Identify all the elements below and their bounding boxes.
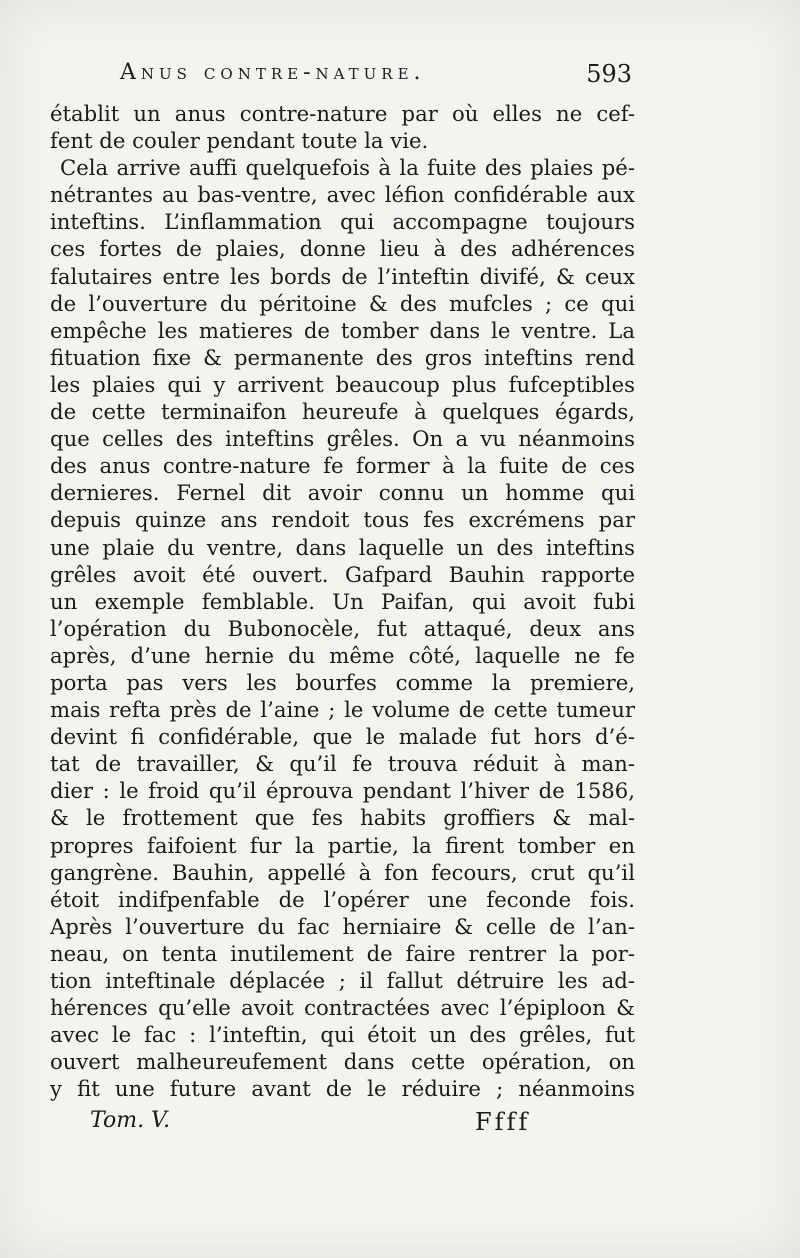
volume-mark: Tom. V. [90, 1108, 171, 1133]
page-header [112, 60, 632, 96]
text-line: empêche les matieres de tomber dans le ventre. La [50, 317, 635, 343]
text-line: nétrantes au bas-ventre, avec léfion confidérable aux [50, 182, 635, 208]
text-line: les plaies qui y arrivent beaucoup plus fufceptibles [50, 371, 635, 397]
text-line: de l’ouverture du péritoine & des mufcles ; ce qui [50, 290, 635, 316]
text-line: dier : le froid qu’il éprouva pendant l’hiver de 1586, [50, 778, 635, 804]
text-line: après, d’une hernie du même côté, laquelle ne fe [50, 642, 635, 668]
text-line: fent de couler pendant toute la vie. [50, 128, 429, 154]
text-line: mais refta près de l’aine ; le volume de cette tumeur [50, 697, 635, 723]
text-line: un exemple femblable. Un Paifan, qui avoit fubi [50, 588, 635, 614]
text-line: gangrène. Bauhin, appellé à fon fecours, crut qu’il [50, 859, 635, 885]
text-line: depuis quinze ans rendoit tous fes excrémens par [50, 507, 635, 533]
body-text [50, 100, 635, 1102]
text-line: que celles des inteftins grêles. On a vu néanmoins [50, 426, 635, 452]
text-line: & le frottement que fes habits groffiers & mal- [50, 805, 635, 831]
text-line: l’opération du Bubonocèle, fut attaqué, deux ans [50, 615, 635, 641]
text-line: neau, on tenta inutilement de faire rentrer la por- [50, 940, 635, 966]
page-footer [90, 1108, 570, 1140]
text-line: Cela arrive auffi quelquefois à la fuite des plaies pé- [60, 155, 635, 181]
text-line: étoit indifpenfable de l’opérer une feconde fois. [50, 886, 635, 912]
text-line: devint fi confidérable, que le malade fut hors d’é- [50, 724, 635, 750]
running-title: Anus contre-nature. [120, 60, 426, 85]
signature-mark: Ffff [475, 1108, 531, 1136]
text-line: hérences qu’elle avoit contractées avec l’épiploon & [50, 995, 635, 1021]
text-line: Après l’ouverture du fac herniaire & celle de l’an- [50, 913, 635, 939]
text-line: inteftins. L’inflammation qui accompagne toujours [50, 209, 635, 235]
text-line: des anus contre-nature fe former à la fuite de ces [50, 453, 635, 479]
text-line: grêles avoit été ouvert. Gafpard Bauhin rapporte [50, 561, 635, 587]
text-line: tat de travailler, & qu’il fe trouva réduit à man- [50, 751, 635, 777]
text-line: y fit une future avant de le réduire ; néanmoins [50, 1076, 635, 1102]
text-line: ouvert malheureufement dans cette opération, on [50, 1049, 635, 1075]
text-line: ces fortes de plaies, donne lieu à des adhérences [50, 236, 635, 262]
text-line: porta pas vers les bourfes comme la premiere, [50, 669, 635, 695]
text-line: établit un anus contre-nature par où elles ne cef- [50, 101, 635, 126]
text-line: une plaie du ventre, dans laquelle un des inteftins [50, 534, 635, 560]
text-line: propres faifoient fur la partie, la firent tomber en [50, 832, 635, 858]
page-number: 593 [586, 60, 632, 88]
text-line: tion inteftinale déplacée ; il fallut détruire les ad- [50, 968, 635, 993]
text-line: de cette terminaifon heureufe à quelques égards, [50, 399, 635, 425]
text-line: dernieres. Fernel dit avoir connu un homme qui [50, 480, 635, 506]
text-line: fituation fixe & permanente des gros inteftins rend [50, 344, 635, 370]
text-line: avec le fac : l’inteftin, qui étoit un des grêles, fut [50, 1022, 635, 1048]
text-line: falutaires entre les bords de l’inteftin divifé, & ceux [50, 263, 635, 289]
